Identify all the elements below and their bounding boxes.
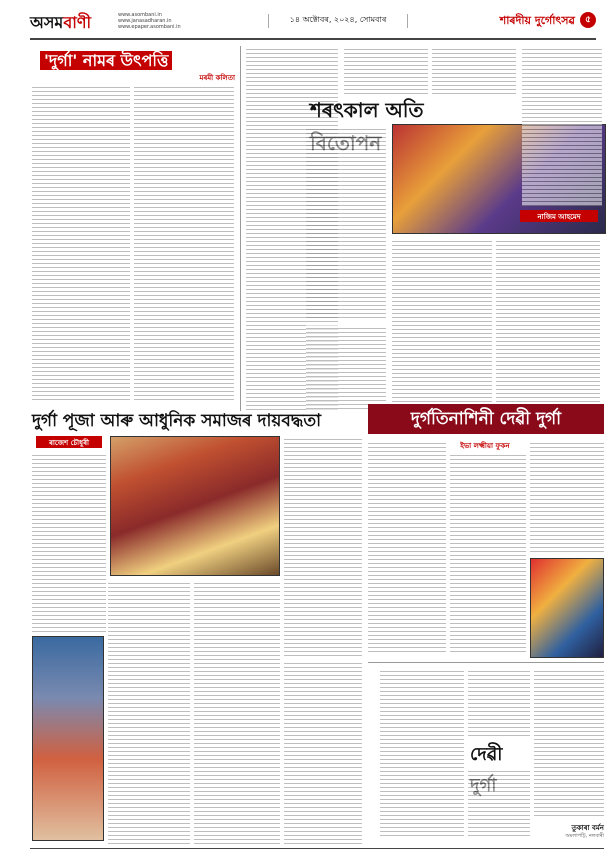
autumn-byline: নাজিম আহমেদ (520, 210, 598, 222)
autumn-text-col (496, 238, 600, 408)
right-text-col (522, 46, 602, 206)
origin-text-col2 (134, 84, 234, 402)
header-rule (30, 38, 596, 40)
masthead-urls (118, 12, 258, 32)
durgatinashini-byline: ইভা লক্ষ্মীয়া ফুকন (460, 442, 510, 450)
society-text-col (32, 452, 106, 632)
devi-byline: তুকাৰা বৰ্মন (571, 824, 604, 832)
autumn-top-text (344, 46, 428, 94)
society-byline: ৰাজেশ চৌধুৰী (36, 436, 102, 448)
durgatinashini-text-col (450, 452, 526, 655)
footer-rule (30, 848, 604, 849)
society-text-col (194, 580, 280, 845)
autumn-text-col (392, 238, 492, 408)
autumn-text-col (306, 325, 386, 410)
devi-byline-sub: অমলাপট্টি, নলবাৰী (565, 833, 604, 839)
origin-byline: মৰমী কলিতা (199, 74, 235, 82)
durgatinashini-text-col (368, 440, 446, 655)
origin-headline-text: 'দুৰ্গা' নামৰ উৎপত্তি (40, 51, 172, 70)
society-text-col (284, 436, 362, 656)
logo-accent: বাণী (63, 13, 92, 32)
devi-text-col (468, 768, 530, 838)
idol-photo (530, 558, 604, 658)
url-line: www.epaper.asombani.in (118, 24, 181, 30)
autumn-top-text (432, 46, 516, 94)
logo-main: অসম (30, 13, 64, 32)
origin-headline (40, 48, 220, 70)
pandal-photo (110, 436, 280, 576)
page-number: ৫ (580, 12, 596, 28)
column-rule (240, 46, 241, 411)
devi-text-col (534, 668, 604, 818)
masthead-logo (30, 10, 108, 36)
origin-text-col1 (32, 84, 130, 402)
issue-date: ১৪ অক্টোবৰ, ২০২৪, সোমবাৰ (268, 14, 408, 28)
autumn-text-col (306, 126, 386, 321)
devi-text-col (380, 668, 464, 838)
url-line: www.janasadharan.in (118, 18, 172, 24)
url-line: www.asombani.in (118, 12, 162, 18)
devi-headline: দেৱী (470, 744, 503, 765)
society-text-col (108, 580, 190, 845)
section-divider (368, 662, 604, 663)
autumn-headline: শৰৎকাল অতি (310, 98, 424, 122)
society-text-col (284, 660, 362, 845)
dancers-photo (32, 636, 104, 841)
durgatinashini-text-col (530, 440, 604, 555)
durgatinashini-headline: দুৰ্গতিনাশিনী দেৱী দুৰ্গা (368, 404, 604, 434)
society-headline: দুৰ্গা পূজা আৰু আধুনিক সমাজৰ দায়বদ্ধতা (32, 411, 322, 431)
devi-text-col (468, 668, 530, 736)
section-title: শাৰদীয় দুৰ্গোৎসৱ (499, 14, 575, 27)
